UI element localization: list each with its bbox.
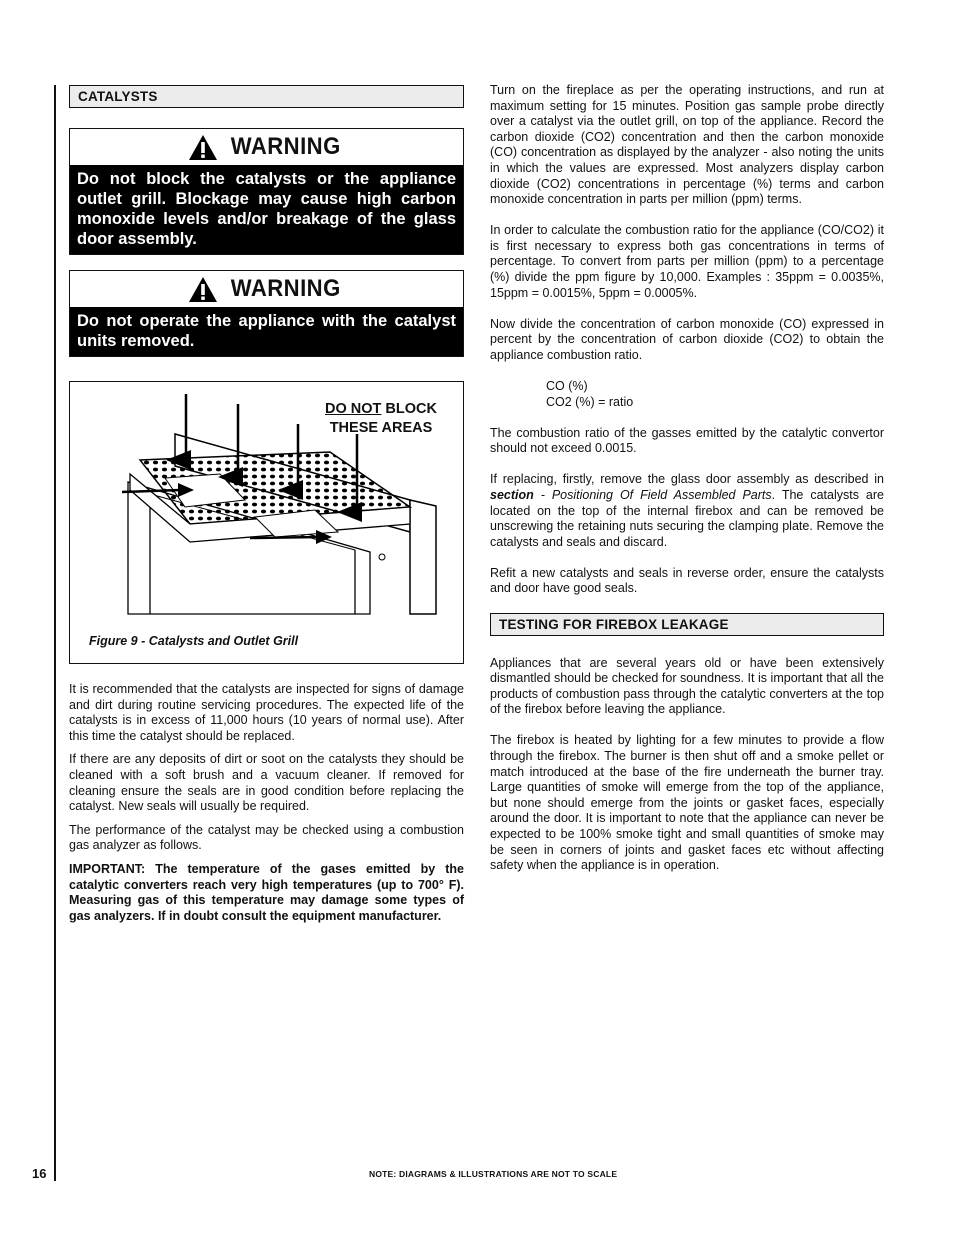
paragraph: The performance of the catalyst may be checked using a combustion gas analyzer as follows. [69,822,464,853]
figure-caption: Figure 9 - Catalysts and Outlet Grill [89,634,299,648]
callout-these-areas: THESE AREAS [329,420,433,436]
paragraph: The combustion ratio of the gasses emitted by the catalytic convertor should not exceed 0.0015. [490,425,884,456]
section-header-catalysts: CATALYSTS [69,85,464,108]
formula-numerator: CO (%) [546,379,588,393]
paragraph: If there are any deposits of dirt or soot on the catalysts they should be cleaned with a soft brush and a vacuum cleaner. If removed for cleaning ensure the seals are in good condition before replacing the catalyst. New seals will usually be required. [69,752,464,814]
text-run: If replacing, firstly, remove the glass door assembly as described in [490,472,884,487]
warning-body: Do not operate the appliance with the catalyst units removed. [70,307,463,356]
important-paragraph: IMPORTANT: The temperature of the gases emitted by the catalytic converters reach very high temperatures (up to 700° F). Measuring gas of this temperature may damage some types of gas analyzers. If in doubt consult the equipment manufacturer. [69,861,464,923]
paragraph: The firebox is heated by lighting for a few minutes to provide a flow through the firebox. The burner is then shut off and a smoke pellet or match introduced at the base of the fire underneath the burner tray. Large quantities of smoke will emerge from the top of the appliance, but none should emerge from the joints or gasket faces, especially around the door. It is important to note that the appliance can never be expected to be 100% smoke tight and small quantities of smoke may be seen in corners of joints and gasket faces etc without affecting safety when the appliance is in operation. [490,733,884,873]
warning-triangle-icon [188,276,218,303]
margin-rule [54,85,56,1181]
warning-body: Do not block the catalysts or the appliance outlet grill. Blockage may cause high carbon monoxide levels and/or breakage of the glass door assembly. [70,165,463,254]
warning-title: WARNING [230,275,341,302]
callout-do-not: DO NOT [325,401,382,417]
right-column [490,83,884,889]
warning-box-operate [69,270,464,357]
section-header-firebox-leakage: TESTING FOR FIREBOX LEAKAGE [490,613,884,636]
callout-block: BLOCK [381,401,437,417]
formula [490,379,884,410]
page-number: 16 [32,1166,47,1181]
paragraph: Appliances that are several years old or have been extensively dismantled should be checked for soundness. It is important that all the products of combustion pass through the catalytic converters at the top of the firebox before leaving the appliance. [490,655,884,717]
warning-box-block [69,128,464,255]
figure-callout-label [325,400,437,438]
section-reference-title: - Positioning Of Field Assembled Parts [533,487,772,502]
paragraph: Now divide the concentration of carbon monoxide (CO) expressed in percent by the concentration of carbon dioxide (CO2) to obtain the appliance combustion ratio. [490,316,884,362]
warning-title: WARNING [230,133,341,160]
warning-triangle-icon [188,134,218,161]
paragraph: Refit a new catalysts and seals in reverse order, ensure the catalysts and door have good seals. [490,565,884,596]
footer-note: NOTE: DIAGRAMS & ILLUSTRATIONS ARE NOT TO SCALE [369,1169,618,1179]
section-reference: section [490,487,534,502]
text-run: . The catalysts are located on the top of the internal firebox and can be removed be unscrewing the retaining nuts securing the clamping plate. Remove the catalysts and seals and discard. [490,487,884,549]
paragraph: Turn on the fireplace as per the operating instructions, and run at maximum setting for 15 minutes. Position gas sample probe directly over a catalyst via the outlet grill, on top of the appliance. Record the carbon dioxide (CO2) concentration and then the carbon monoxide (CO) concentration as displayed by the analyzer - also noting the units in which the values are expressed. Most analyzers display carbon dioxide (CO2) concentrations in percentage (%) terms and carbon monoxide concentration in parts per million (ppm) terms. [490,83,884,207]
paragraph: It is recommended that the catalysts are inspected for signs of damage and dirt during routine servicing procedures. The expected life of the catalysts is in excess of 11,000 hours (10 years of normal use). After this time the catalyst should be replaced. [69,682,464,743]
paragraph [490,472,884,550]
left-column [69,85,464,932]
paragraph: In order to calculate the combustion ratio for the appliance (CO/CO2) it is first necessary to express both gas concentrations in terms of percentage. To convert from parts per million (ppm) to a percentage (%) divide the ppm figure by 10,000. Examples : 35ppm = 0.0035%, 15ppm = 0.0015%, 5ppm = 0.0005%. [490,223,884,300]
formula-denominator: CO2 (%) = ratio [546,394,634,409]
figure-catalysts-outlet-grill [69,381,464,664]
